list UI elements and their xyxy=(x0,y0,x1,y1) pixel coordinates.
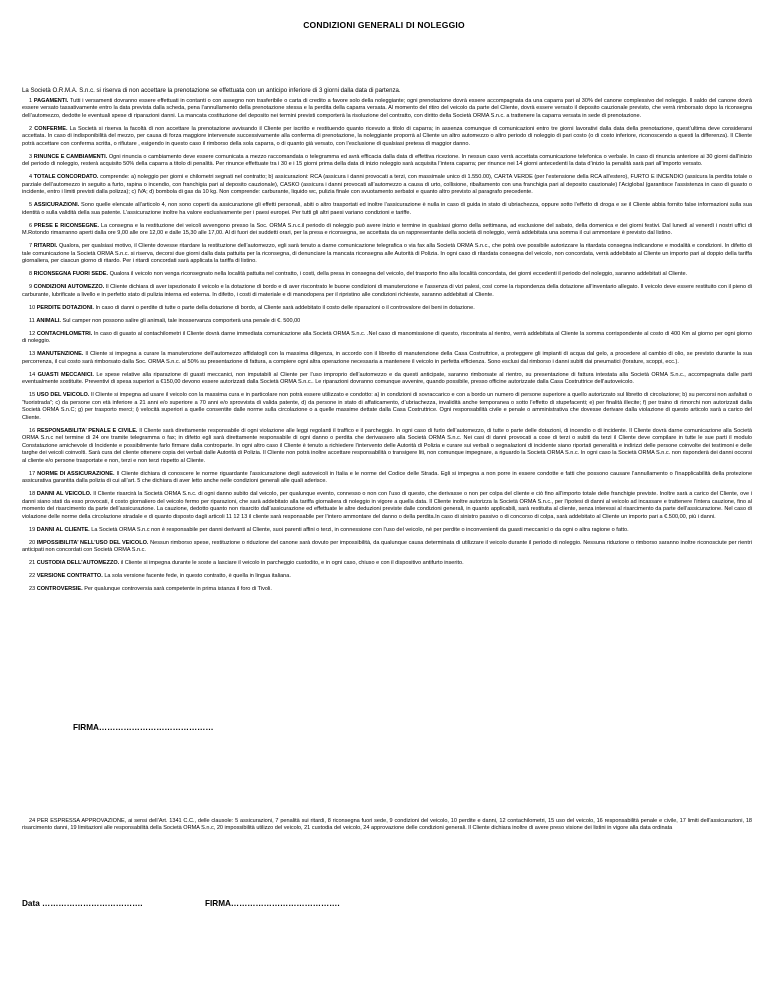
clause-text: Qualora, per qualsiasi motivo, il Cliente dovesse ritardare la restituzione dell’automezzo, egli sarà tenuto a darne comunicazione telegrafica o via fax alla Società ORMA S.n.c., che potrà ove possibile autorizzare la ritardata consegna indicandone e modalità e condizioni. In difetto di tale comunicazione la Società ORMA S.n.c. si riserva, decorsi due giorni dalla data pattuita per la riconsegna, di denunciare la mancata riconsegna alle Autorità di Polizia. In ogni caso di ritardata consegna del veicolo, non concordata, verrà addebitato al Cliente un importo pari al doppio della tariffa giornaliera, per ciascun giorno di ritardo. Per i ritardi concordati sarà applicata la tariffa di listino. xyxy=(22,243,752,265)
clause-18 xyxy=(22,491,752,521)
clause-17 xyxy=(22,471,752,486)
clause-text: La sola versione facente fede, in questo contratto, è quella in lingua italiana. xyxy=(104,573,291,580)
clause-number: 15 xyxy=(29,392,36,399)
clauses-list xyxy=(22,98,752,599)
clause-13 xyxy=(22,351,752,366)
clause-heading: DANNI AL CLIENTE. xyxy=(36,526,90,533)
clause-number: 14 xyxy=(29,371,36,378)
clause-text: Ogni rinuncia o cambiamento deve essere comunicata a mezzo raccomandata o telegramma ed avrà efficacia dalla data di effettiva ricezione. In nessun caso verrà accettata comunicazione telefonica o verbale. In caso di rinuncia anteriore ai 30 giorni dall’inizio del periodo di noleggio, resterà acquisito 50% della caparra a titolo di penalità. Per rinunce effettuate tra i 30 e i 15 giorni prima della data di inizio noleggio sarà acquisita l’intera caparra; per rinunce nei 14 giorni antecedenti la data d’inizio la penalità sarà pari all’importo versato. xyxy=(22,153,752,168)
clause-11 xyxy=(22,318,752,325)
clause-19 xyxy=(22,527,752,534)
clause-heading: CONTACHILOMETRI. xyxy=(36,330,93,337)
clause-number: 6 xyxy=(29,222,33,229)
clause-number: 11 xyxy=(29,317,35,324)
clause-text: Il Cliente si impegna ad usare il veicolo con la massima cura e in particolare non potrà essere utilizzato e condotto: a) in condizioni di sovraccarico e con a bordo un numero di persone superiore a quello autorizzato sul libretto di circolazione; b) su percorsi non asfaltati o “fuoristrada”; c) da persone con età inferiore a 21 anni e/o superiore a 70 anni e/o sprovvista di valida patente, d) da persone in stato di affaticamento, d’ubriachezza, invalidità anche temporanea o sotto l’effetto di stupefacenti; e) per finalità illecite; f) per traino di rimorchi non autorizzati dalla Società ORMA S.n.C; g) per trasporto merci; i) velocità superiori a quelle consentite dalle norme sulla circolazione o a quelle massime dettate dalla Casa Costruttrice. Ogni responsabilità civile e penale o amministrativa che dovesse derivare dalla violazione di questo articolo sarà a carico del Cliente. xyxy=(22,392,752,421)
clause-16 xyxy=(22,428,752,465)
clause-number: 4 xyxy=(29,174,33,181)
clause-heading: RICONSEGNA FUORI SEDE. xyxy=(33,271,109,278)
clause-text: Le spese relative alla riparazione di guasti meccanici, non imputabili al Cliente per l’uso improprio dell’automezzo e da questi anticipate, saranno rimborsate al rientro, su presentazione di fattura intestata alla Società ORMA S.n.c., accompagnata dalle parti eventualmente sostituite. Preventivi di spesa superiori a €150,00 devono essere autorizzati dalla Società ORMA S.n.c.. Le riparazioni dovranno comunque avvenire, quando possibile, presso officine autorizzate dalla Casa Costruttrice dell’autoveicolo. xyxy=(22,371,752,386)
clause-text: Sono quelle elencate all’articolo 4, non sono coperti da assicurazione gli effetti personali, abiti o altro trasportati ed inoltre l’assicurazione è nulla in caso di guida in stato di ubriachezza, oppure sotto l’effetto di droga e se il Cliente abbia fornito false informazioni sulla sua identità o sulla validità della sua patente. L’assicurazione inoltre ha valore esclusivamente per i paesi europei. Per tutti gli altri paesi variano condizioni e tariffe. xyxy=(22,202,752,216)
clause-heading: NORME DI ASSICURAZIONE. xyxy=(37,470,115,477)
clause-text: La consegna e la restituzione dei veicoli avvengono presso la Soc. ORMA S.n.c.il periodo di noleggio può avere inizio e termine in qualsiasi giorno della settimana, ad esclusione del sabato, della domenica e dei giorni festivi. Dal lunedì al venerdì i nostri uffici di M.Rotondo rimarranno aperti dalla ore 9,00 alle ore 12,00 e dalle 15,30 alle 17,00. Al di fuori dei suddetti orari, per la presa e riconsegna, se accettata da un rappresentante della società di noleggio, verrà addebitata una somma il cui ammontare è previsto dal listino. xyxy=(22,222,753,237)
clause-text: Per qualunque controversia sarà competente in prima istanza il foro di Tivoli. xyxy=(84,586,272,593)
clause-10 xyxy=(22,305,752,312)
clause-heading: RINUNCE E CAMBIAMENTI. xyxy=(33,153,108,160)
date-line: Data ………………………………. xyxy=(22,899,143,908)
clause-number: 24 xyxy=(29,818,36,824)
clause-number: 21 xyxy=(29,560,36,567)
page-title: CONDIZIONI GENERALI DI NOLEGGIO xyxy=(303,20,465,30)
clause-9 xyxy=(22,284,752,299)
clause-text: Il Cliente sarà direttamente responsabile di ogni violazione alle leggi regolanti il traffico e il parcheggio. In ogni caso di furto dell’automezzo, di tutte o parte delle dotazioni, di incendio o di incidente. Il Cliente dovrà darne comunicazione alla Società ORMA S.n.c nel termine di 24 ore tramite telegramma o fax; in difetto egli sarà direttamente responsabile di ogni danno o perdita che derivassero alla Società ORMA S.n.c. Nei casi di danni provocati a cose di terzi o subiti da terzi il Cliente deve compilare in tutte le sue parti il modulo Constatazione amichevole di Incidente e possibilmente farlo firmare dalla controparte. In ogni altro caso il Cliente è tenuto a richiedere l’intervento delle Autorità di Polizia e curare sui verbali o segnalazioni di incidente siano riportati generalità e indirizzi delle persone coinvolte dei testimoni e delle targhe dei veicoli coinvolti. Sarà cura del cliente ottenere copia dei verbali dalle Autorità di Polizia. Il Cliente non potrà inoltre accettare responsabilità o transigere liti, non comunque impegnare, a riguardo la Società ORMA S.n.c. In ogni caso la Società ORMA S.n.c. non risponderà dei danni occorsi al cliente e/o persone trasportate e non, terzi e non terzi rispetto al Cliente. xyxy=(22,427,753,464)
clause-6 xyxy=(22,223,752,238)
clause-number: 17 xyxy=(29,470,36,477)
clause-number: 9 xyxy=(29,284,33,291)
clause-number: 23 xyxy=(29,586,36,593)
clause-1 xyxy=(22,98,752,120)
clause-text: La Società ORMA S.n.c non è responsabile per danni derivanti al Cliente, suoi parenti affini o terzi, in connessione con l’uso del veicolo, né per perdite o inconvenienti da guasti meccanici o da ogni o altra ragione o fatto. xyxy=(91,526,629,533)
clause-21 xyxy=(22,560,752,567)
clause-number: 16 xyxy=(29,427,36,434)
clause-text: Il Cliente si impegna a curare la manutenzione dell’automezzo affidatogli con la massima diligenza, in accordo con il libretto di manutenzione della Casa Costruttrice, a proteggere gli impianti di acqua dal gelo, a procedere al cambio di olio, se previsto durante la sua percorrenza, il cui costo sarà rimborsato dalla Soc. ORMA S.n.c. al 50% su presentazione di fattura, a compiere ogni altra operazione necessaria a mantenere il veicolo in perfetta efficienza. Sono esclusi dal rimborso i danni subiti dai pneumatici (forature, scoppi, ecc.). xyxy=(22,351,752,365)
clause-heading: USO DEL VEICOLO. xyxy=(36,392,90,399)
clause-text: comprende: a) noleggio per giorni e chilometri segnati nel contratto; b) assicurazioni: RCA (assicura i danni provocati a terzi, con massimale unico di 1.550.00), CARTA VERDE (per l’estensione della RCA all’estero), FURTO E INCENDIO (assicura la perdita totale o parziale dell’automezzo in seguito a furto, rapina o incendio, con franchigia pari al deposito cauzionale), CASKO (assicura i danni provocati all’automezzo a causa di urto, collisione, ribaltamento con una franchigia pari al deposito cauzionale) l’Aciglobal (garantisce l’assistenza in caso di guasto o incidente, entro i limiti previsti dalla polizza); c) IVA; d) bombola di gas da 10 kg. Non comprende: carburante, liquido wc, pulizia finale con svuotamento serbatoi e quanto altro previsto al paragrafo precedente. xyxy=(22,174,753,196)
clause-heading: TOTALE CONCORDATO. xyxy=(33,174,99,181)
clause-number: 5 xyxy=(29,202,33,209)
clause-heading: IMPOSSIBILITA’ NELL’USO DEL VEICOLO. xyxy=(36,539,149,546)
clause-number: 3 xyxy=(29,153,33,160)
clause-heading: MANUTENZIONE. xyxy=(37,351,84,358)
clause-text: il Cliente si impegna durante le soste a lasciare il veicolo in parcheggio custodito, e in ogni caso, chiuso e con il dispositivo antifurto inserito. xyxy=(120,560,464,567)
clause-heading: PAGAMENTI. xyxy=(33,98,69,104)
clause-text: Il Cliente dichiara di conoscere le norme riguardante l’assicurazione degli autoveicoli in Italia e le norme del Codice delle Strada. Egli si impegna a non porre in essere condotte e fatti che possono causare l’annullamento o l’inapplicabilità della protezione assicurativa garantita dalla polizia di cui all’art. 5 che dichiara di aver letto anche nelle condizioni generali alle quali aderisce. xyxy=(22,470,753,485)
clause-12 xyxy=(22,331,752,346)
clause-5 xyxy=(22,202,752,217)
clause-number: 12 xyxy=(29,330,36,337)
clause-heading: GUASTI MECCANICI. xyxy=(37,371,94,378)
clause-text: Il Cliente risarcirà la Società ORMA S.n.c. di ogni danno subito dal veicolo, per qualunque evento, connesso o non con l’uso di questo, che derivasse o non per colpa del cliente e ciò fino all’importo totale delle franchigie previste. Inoltre sarà a carico del Cliente, ove i danni siano stati da esso provocati, il costo giornaliero del veicolo fermo per riparazioni, che sarà addebitato alla tariffa giornaliera di noleggio in vigore a quella data. Il Cliente inoltre autorizza la Società ORMA S.n.c., per l’ipotesi di danni al veicolo ad incassare e trattenere l’intera cauzione, fino al momento del risarcimento da parte dell’assicurazione. La cauzione, dedotto quanto non risarcito dall’assicurazione ed effettuate le altre deduzioni previste dalle condizioni generali, in quanto applicabili, sarà restituita al cliente, senza interessi al risarcimento da parte dell’assicurazione. Nel caso di violazione delle norme della circolazione stradale e di quanto disposto dagli articoli 11 12 13 il cliente sarà responsabile per l’intero ammontare del danno o della perdita.In caso di sinistro passivo o di concorso di colpa, sarà addebitato al Cliente un importo pari a €.500,00, più i danni. xyxy=(22,491,753,520)
clause-heading: DANNI AL VEICOLO. xyxy=(36,491,92,498)
intro-text: La Società O.R.M.A. S.n.c. si riserva di non accettare la prenotazione se effettuata con un anticipo inferiore di 3 giorni dalla data di partenza. xyxy=(22,87,401,94)
clause-text: Qualora il veicolo non venga riconsegnato nella località pattuita nel contratto, i costi, della presa in consegna del veicolo, del trasporto fino alla località concordata, dei giorni eccedenti il periodo del noleggio, saranno addebitati al Cliente. xyxy=(109,271,688,278)
clause-text: In caso di danni o perdite di tutte o parte della dotazione di bordo, al Cliente sarà addebitato il costo delle riparazioni o il controvalore dei beni in dotazione. xyxy=(95,304,475,311)
clause-number: 18 xyxy=(29,491,36,498)
clause-heading: PERDITE DOTAZIONI. xyxy=(36,304,94,311)
clause-heading: CONFERME. xyxy=(34,125,68,132)
clause-number: 8 xyxy=(29,271,33,278)
clause-22 xyxy=(22,573,752,580)
clause-heading: PRESE E RICONSEGNE. xyxy=(33,222,100,229)
clause-text: Tutti i versamenti dovranno essere effettuati in contanti o con assegno non trasferibile o carta di credito a favore solo della noleggiante; ogni prenotazione dovrà essere accompagnata da una caparra pari al 30% del canone complessivo del noleggio. Il saldo del canone dovrà essere versato tassativamente entro la data prevista dalla scheda, pena l’annullamento della prenotazione stessa e la perdita della caparra versata. Al momento del ritiro del veicolo da parte del Cliente, dovrà essere versato il deposito cauzionale previsto, che verrà rimborsato dopo la riconsegna dell’automezzo, dedotte le eventuali spese di riparazioni danni. La mancata costituzione del deposito nei termini previsti comporterà la risoluzione del contratto, con diritto della Società ORMA S.n.c. a trattenere la caparra versata in sede di prenotazione. xyxy=(22,98,752,119)
clause-2 xyxy=(22,126,752,148)
clause-number: 22 xyxy=(29,573,36,580)
clause-text: La Società si riserva la facoltà di non accettare la prenotazione avvisando il Cliente per iscritto e restituendo quanto ricevuto a titolo di caparra; in assenza comunque di comunicazioni entro tre giorni lavorativi dalla data della prenotazione, quest’ultima deve considerarsi accettata. In caso di indisponibilità del mezzo, per causa di forza maggiore intervenute successivamente alla conferma di prenotazione, la noleggiante proporrà al Cliente un altro automezzo o altro periodo di noleggio di pari costo (o di costo inferiore, riconoscendo a questi la differenza). Il Cliente potrà accettare con conferma scritta, o rifiutare , esigendo in questo caso il rimborso della sola caparra, o di quanto già versato, con l’esclusione di qualsiasi pretesa di maggior danno. xyxy=(22,125,752,147)
clause-heading: VERSIONE CONTRATTO. xyxy=(36,573,103,580)
clause-4 xyxy=(22,174,752,196)
clause-number: 7 xyxy=(29,243,33,250)
signature-line: FIRMA…………………………………… xyxy=(73,723,214,732)
clause-24 xyxy=(22,818,752,833)
clause-heading: ANIMALI. xyxy=(36,317,61,324)
clause-number: 20 xyxy=(29,539,36,546)
clause-number: 1 xyxy=(29,98,33,104)
clause-15 xyxy=(22,392,752,422)
clause-number: 19 xyxy=(29,526,36,533)
clause-text: Nessun rimborso spese, restituzione o riduzione del canone sarà dovuto per impossibilità, da qualunque causa determinata di utilizzare il veicolo durante il periodo di noleggio. Nessuna riduzione o rimborso saranno inoltre riconosciute per rientri anticipati non concordati con Società ORMA S.n.c. xyxy=(22,539,752,554)
clause-heading: ASSICURAZIONI. xyxy=(33,202,80,209)
clause-heading: CUSTODIA DELL’AUTOMEZZO. xyxy=(36,560,120,567)
clause-number: 2 xyxy=(29,125,33,132)
clause-23 xyxy=(22,586,752,593)
signature-line-final: FIRMA…………………………………. xyxy=(205,899,340,908)
clause-heading: PER ESPRESSA APPROVAZIONE, xyxy=(37,818,127,824)
clause-number: 10 xyxy=(29,304,36,311)
clause-20 xyxy=(22,540,752,555)
clause-text: Sul camper non possono salire gli animali, tale inosservanza comporterà una penale di €. 500,00 xyxy=(62,317,301,324)
clause-heading: CONDIZIONI AUTOMEZZO. xyxy=(33,284,105,291)
clause-7 xyxy=(22,243,752,265)
clause-number: 13 xyxy=(29,351,36,358)
clause-heading: RESPONSABILITA’ PENALE E CIVILE. xyxy=(36,427,138,434)
clause-8 xyxy=(22,271,752,278)
clause-14 xyxy=(22,372,752,387)
clause-text: ai sensi dell’Art. 1341 C.C., delle clausole: 5 assicurazioni, 7 penalità sui ritardi, 8 riconsegna fuori sede, 9 condizioni del veicolo, 10 perdite e danni, 12 contachilometri, 15 uso del veicolo, 16 responsabilità penale e civile, 17 limiti dell’assicurazioni, 18 risarcimento danni, 19 limitazioni alle responsabilità della Società ORMA S.n.c, 20 impossibilità utilizzo del veicolo, 21 custodia del veicolo, 24 approvazione delle condizioni generali. Il Cliente dichiara inoltre di avere preso visione dei listini in vigore alla data ordinata xyxy=(22,818,753,832)
clause-heading: RITARDI. xyxy=(33,243,58,250)
clause-heading: CONTROVERSIE. xyxy=(36,586,83,593)
clause-3 xyxy=(22,154,752,169)
clause-text: Il Cliente dichiara di aver ispezionato il veicolo e la dotazione di bordo e di aver riscontrato le buone condizioni di manutenzione e l’assenza di vizi palesi, così come la rispondenza della dotazione all’inventario allegato. Il veicolo deve essere restituito con il pieno di carburante, lubrificate a livello e in perfetto stato di pulizia interna ed esterna. In difetto, i costi di materiale e di manodopera per il ripristino alle condizioni richieste, saranno addebitati al Cliente. xyxy=(22,284,752,298)
clause-text: In caso di guasto al contachilometri il Cliente dovrà darne immediata comunicazione alla Società ORMA S.n.c. .Nel caso di manomissione di questo, riscontrata al rientro, verrà addebitata al Cliente la somma corrispondente al costo di 400 Km al giorno per ogni giorno di noleggio. xyxy=(22,330,752,345)
